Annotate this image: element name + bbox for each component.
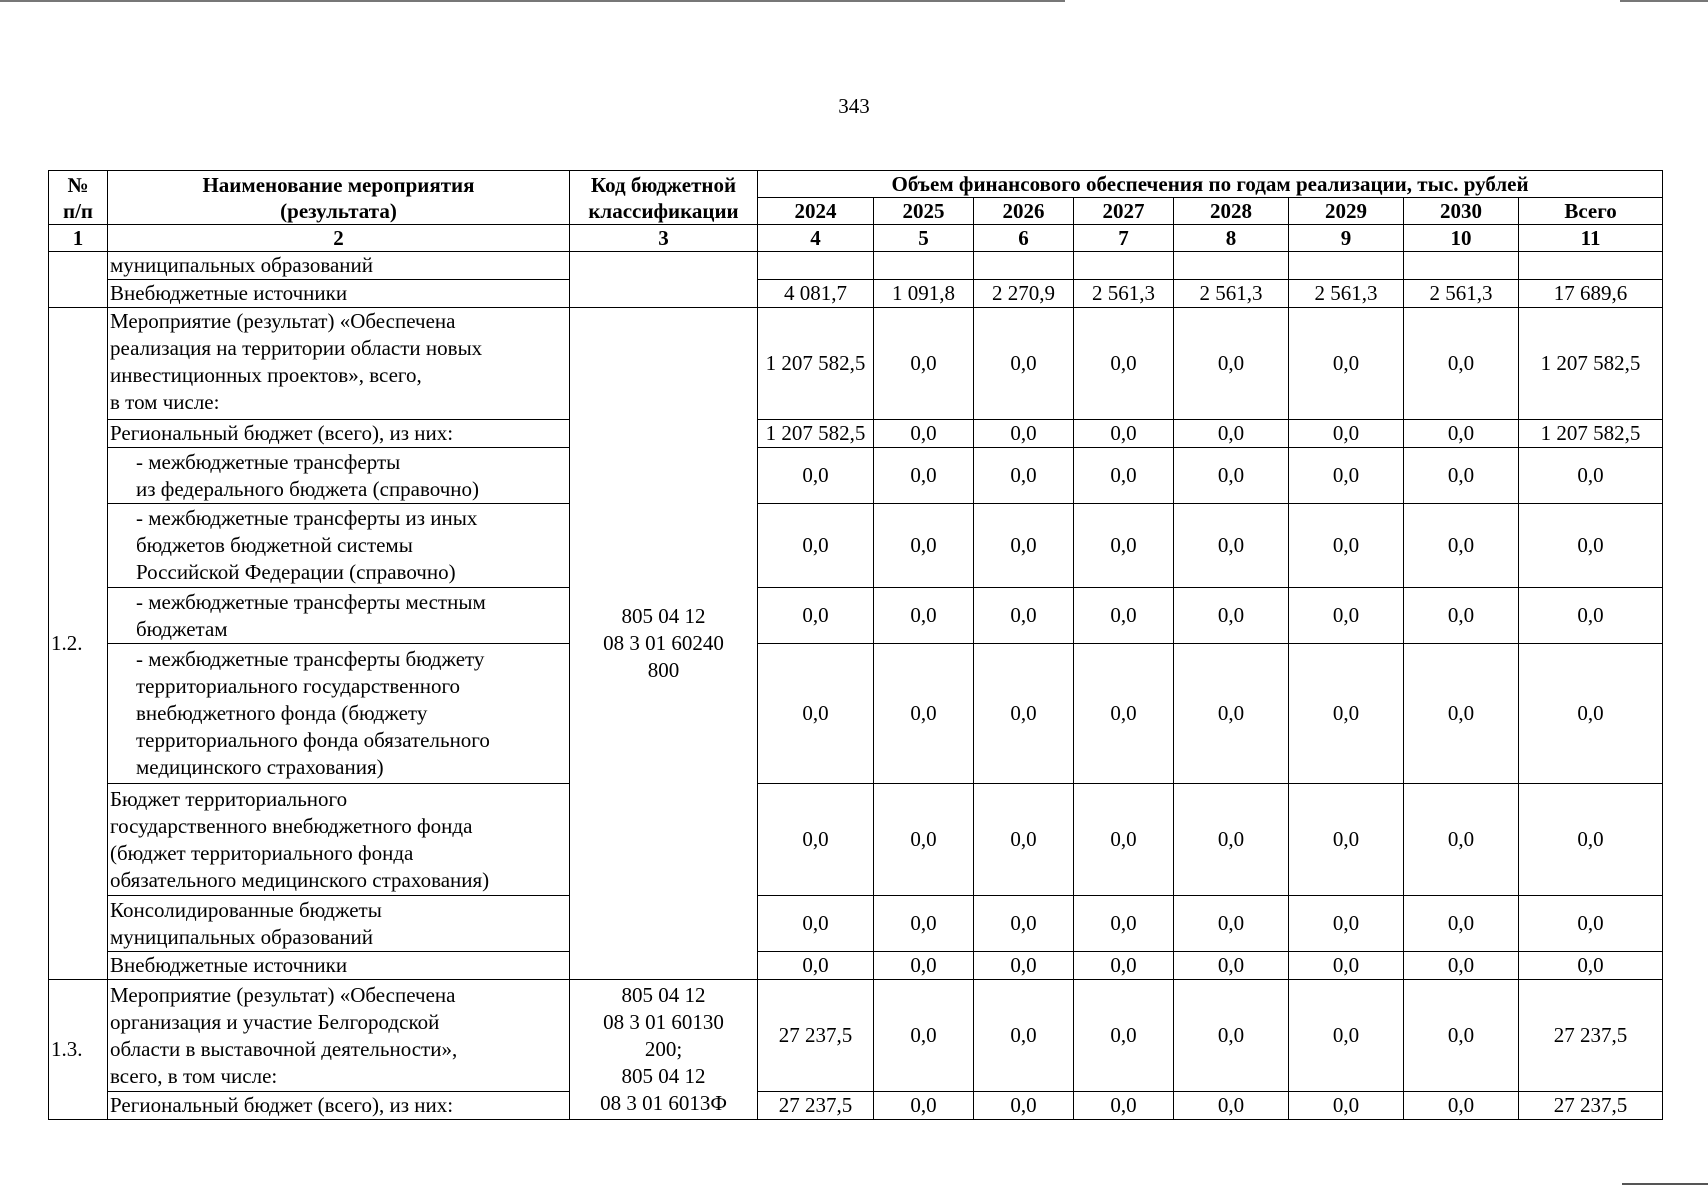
table-row (49, 280, 1663, 308)
header-row-1 (49, 171, 1663, 198)
cell-2024: 27 237,5 (758, 1092, 874, 1120)
cell-2029: 2 561,3 (1289, 280, 1404, 308)
row-name: - межбюджетные трансферты местным бюджетам (108, 588, 570, 644)
cell-2028: 0,0 (1174, 504, 1289, 588)
colnum: 10 (1404, 225, 1519, 252)
cell-2025: 0,0 (874, 784, 974, 896)
cell-2024: 0,0 (758, 896, 874, 952)
colnum: 8 (1174, 225, 1289, 252)
cell-2026: 0,0 (974, 448, 1074, 504)
cell-2027: 0,0 (1074, 1092, 1174, 1120)
bottom-border-line (1622, 1183, 1708, 1185)
row-name: Внебюджетные источники (108, 952, 570, 980)
row-name: - межбюджетные трансферты из федерального бюджета (справочно) (108, 448, 570, 504)
cell-2026: 0,0 (974, 644, 1074, 784)
row-name: - межбюджетные трансферты из иных бюджетов бюджетной системы Российской Федерации (справочно) (108, 504, 570, 588)
table-row (49, 644, 1663, 784)
cell-2030: 0,0 (1404, 504, 1519, 588)
cell-2026: 0,0 (974, 504, 1074, 588)
cell-2027: 0,0 (1074, 308, 1174, 420)
cell-total: 0,0 (1519, 952, 1663, 980)
cell-2026: 0,0 (974, 1092, 1074, 1120)
table-row (49, 784, 1663, 896)
cell-2030: 0,0 (1404, 448, 1519, 504)
row-code: 805 04 12 08 3 01 60130 200; 805 04 12 08 3 01 6013Ф (570, 980, 758, 1120)
cell-2028: 0,0 (1174, 1092, 1289, 1120)
table-row (49, 420, 1663, 448)
cell-total: 17 689,6 (1519, 280, 1663, 308)
cell-2030: 0,0 (1404, 644, 1519, 784)
cell-2025: 0,0 (874, 1092, 974, 1120)
header-year-2029: 2029 (1289, 198, 1404, 225)
cell-2028 (1174, 252, 1289, 280)
cell-2030: 0,0 (1404, 952, 1519, 980)
cell-total: 0,0 (1519, 448, 1663, 504)
colnum: 4 (758, 225, 874, 252)
header-year-2028: 2028 (1174, 198, 1289, 225)
cell-2026: 0,0 (974, 308, 1074, 420)
cell-2026: 2 270,9 (974, 280, 1074, 308)
cell-2029: 0,0 (1289, 420, 1404, 448)
row-name: Региональный бюджет (всего), из них: (108, 1092, 570, 1120)
cell-2029: 0,0 (1289, 1092, 1404, 1120)
cell-2028: 0,0 (1174, 308, 1289, 420)
header-year-2026: 2026 (974, 198, 1074, 225)
colnum: 2 (108, 225, 570, 252)
cell-2026: 0,0 (974, 980, 1074, 1092)
header-code: Код бюджетной классификации (570, 171, 758, 225)
cell-2027: 0,0 (1074, 896, 1174, 952)
cell-2025: 0,0 (874, 980, 974, 1092)
cell-2028: 0,0 (1174, 980, 1289, 1092)
row-index (49, 252, 108, 308)
row-index: 1.3. (49, 980, 108, 1120)
header-total: Всего (1519, 198, 1663, 225)
cell-2027 (1074, 252, 1174, 280)
colnum: 7 (1074, 225, 1174, 252)
cell-2025: 1 091,8 (874, 280, 974, 308)
header-year-2030: 2030 (1404, 198, 1519, 225)
row-name: Бюджет территориального государственного внебюджетного фонда (бюджет территориального фонда обязательного медицинского страхования) (108, 784, 570, 896)
header-year-2025: 2025 (874, 198, 974, 225)
cell-2025 (874, 252, 974, 280)
cell-2027: 2 561,3 (1074, 280, 1174, 308)
table-row (49, 1092, 1663, 1120)
cell-2030: 0,0 (1404, 1092, 1519, 1120)
cell-2025: 0,0 (874, 588, 974, 644)
colnum: 9 (1289, 225, 1404, 252)
cell-2026 (974, 252, 1074, 280)
header-name: Наименование мероприятия (результата) (108, 171, 570, 225)
cell-2029: 0,0 (1289, 588, 1404, 644)
cell-2029: 0,0 (1289, 784, 1404, 896)
cell-2028: 0,0 (1174, 952, 1289, 980)
cell-2025: 0,0 (874, 644, 974, 784)
row-index: 1.2. (49, 308, 108, 980)
cell-total: 27 237,5 (1519, 1092, 1663, 1120)
cell-2030: 2 561,3 (1404, 280, 1519, 308)
cell-2027: 0,0 (1074, 644, 1174, 784)
row-code: 805 04 12 08 3 01 60240 800 (570, 308, 758, 980)
header-year-2027: 2027 (1074, 198, 1174, 225)
cell-2024: 1 207 582,5 (758, 420, 874, 448)
cell-2024: 4 081,7 (758, 280, 874, 308)
cell-2028: 0,0 (1174, 420, 1289, 448)
table-row (49, 588, 1663, 644)
table-row (49, 448, 1663, 504)
cell-total (1519, 252, 1663, 280)
cell-2025: 0,0 (874, 504, 974, 588)
cell-2026: 0,0 (974, 784, 1074, 896)
row-name: - межбюджетные трансферты бюджету территориального государственного внебюджетного фонда (бюджету территориального фонда обязательного медицинского страхования) (108, 644, 570, 784)
cell-total: 0,0 (1519, 896, 1663, 952)
page-number: 343 (838, 94, 870, 118)
cell-2028: 0,0 (1174, 644, 1289, 784)
cell-2027: 0,0 (1074, 448, 1174, 504)
cell-2030: 0,0 (1404, 980, 1519, 1092)
row-code (570, 252, 758, 308)
cell-2027: 0,0 (1074, 952, 1174, 980)
row-name: Мероприятие (результат) «Обеспечена реализация на территории области новых инвестиционных проектов», всего, в том числе: (108, 308, 570, 420)
cell-2028: 2 561,3 (1174, 280, 1289, 308)
cell-2025: 0,0 (874, 308, 974, 420)
cell-total: 0,0 (1519, 504, 1663, 588)
cell-2028: 0,0 (1174, 448, 1289, 504)
cell-total: 1 207 582,5 (1519, 420, 1663, 448)
cell-2026: 0,0 (974, 952, 1074, 980)
cell-2029 (1289, 252, 1404, 280)
cell-2024: 0,0 (758, 644, 874, 784)
cell-2028: 0,0 (1174, 896, 1289, 952)
cell-2024: 0,0 (758, 448, 874, 504)
budget-table (48, 170, 1663, 1120)
cell-2029: 0,0 (1289, 448, 1404, 504)
cell-2028: 0,0 (1174, 588, 1289, 644)
cell-2026: 0,0 (974, 896, 1074, 952)
cell-2030: 0,0 (1404, 308, 1519, 420)
table-row (49, 896, 1663, 952)
cell-2025: 0,0 (874, 896, 974, 952)
cell-2024 (758, 252, 874, 280)
row-name: Консолидированные бюджеты муниципальных образований (108, 896, 570, 952)
table-row (49, 980, 1663, 1092)
cell-2030: 0,0 (1404, 420, 1519, 448)
cell-2026: 0,0 (974, 588, 1074, 644)
cell-2025: 0,0 (874, 448, 974, 504)
table-row (49, 504, 1663, 588)
column-number-row (49, 225, 1663, 252)
cell-2024: 27 237,5 (758, 980, 874, 1092)
header-volume: Объем финансового обеспечения по годам реализации, тыс. рублей (758, 171, 1663, 198)
cell-total: 27 237,5 (1519, 980, 1663, 1092)
cell-2030: 0,0 (1404, 896, 1519, 952)
cell-2027: 0,0 (1074, 784, 1174, 896)
colnum: 1 (49, 225, 108, 252)
cell-total: 0,0 (1519, 644, 1663, 784)
cell-2029: 0,0 (1289, 896, 1404, 952)
row-name: Региональный бюджет (всего), из них: (108, 420, 570, 448)
cell-2024: 1 207 582,5 (758, 308, 874, 420)
cell-2030: 0,0 (1404, 784, 1519, 896)
cell-2027: 0,0 (1074, 504, 1174, 588)
table-row (49, 952, 1663, 980)
top-border-line-right (1620, 0, 1708, 3)
cell-2026: 0,0 (974, 420, 1074, 448)
cell-2030 (1404, 252, 1519, 280)
cell-2025: 0,0 (874, 952, 974, 980)
cell-2027: 0,0 (1074, 420, 1174, 448)
row-name: Внебюджетные источники (108, 280, 570, 308)
cell-total: 0,0 (1519, 588, 1663, 644)
cell-2029: 0,0 (1289, 504, 1404, 588)
table-row (49, 308, 1663, 420)
row-name: Мероприятие (результат) «Обеспечена организация и участие Белгородской области в выставочной деятельности», всего, в том числе: (108, 980, 570, 1092)
top-border-line (0, 0, 1065, 3)
cell-2024: 0,0 (758, 588, 874, 644)
cell-2027: 0,0 (1074, 980, 1174, 1092)
header-year-2024: 2024 (758, 198, 874, 225)
cell-2029: 0,0 (1289, 644, 1404, 784)
cell-2028: 0,0 (1174, 784, 1289, 896)
colnum: 5 (874, 225, 974, 252)
cell-2024: 0,0 (758, 952, 874, 980)
table-row (49, 252, 1663, 280)
cell-2025: 0,0 (874, 420, 974, 448)
cell-total: 1 207 582,5 (1519, 308, 1663, 420)
row-name: муниципальных образований (108, 252, 570, 280)
cell-total: 0,0 (1519, 784, 1663, 896)
cell-2030: 0,0 (1404, 588, 1519, 644)
cell-2029: 0,0 (1289, 952, 1404, 980)
cell-2029: 0,0 (1289, 308, 1404, 420)
colnum: 11 (1519, 225, 1663, 252)
header-no: № п/п (49, 171, 108, 225)
cell-2027: 0,0 (1074, 588, 1174, 644)
cell-2024: 0,0 (758, 784, 874, 896)
colnum: 6 (974, 225, 1074, 252)
cell-2024: 0,0 (758, 504, 874, 588)
colnum: 3 (570, 225, 758, 252)
cell-2029: 0,0 (1289, 980, 1404, 1092)
